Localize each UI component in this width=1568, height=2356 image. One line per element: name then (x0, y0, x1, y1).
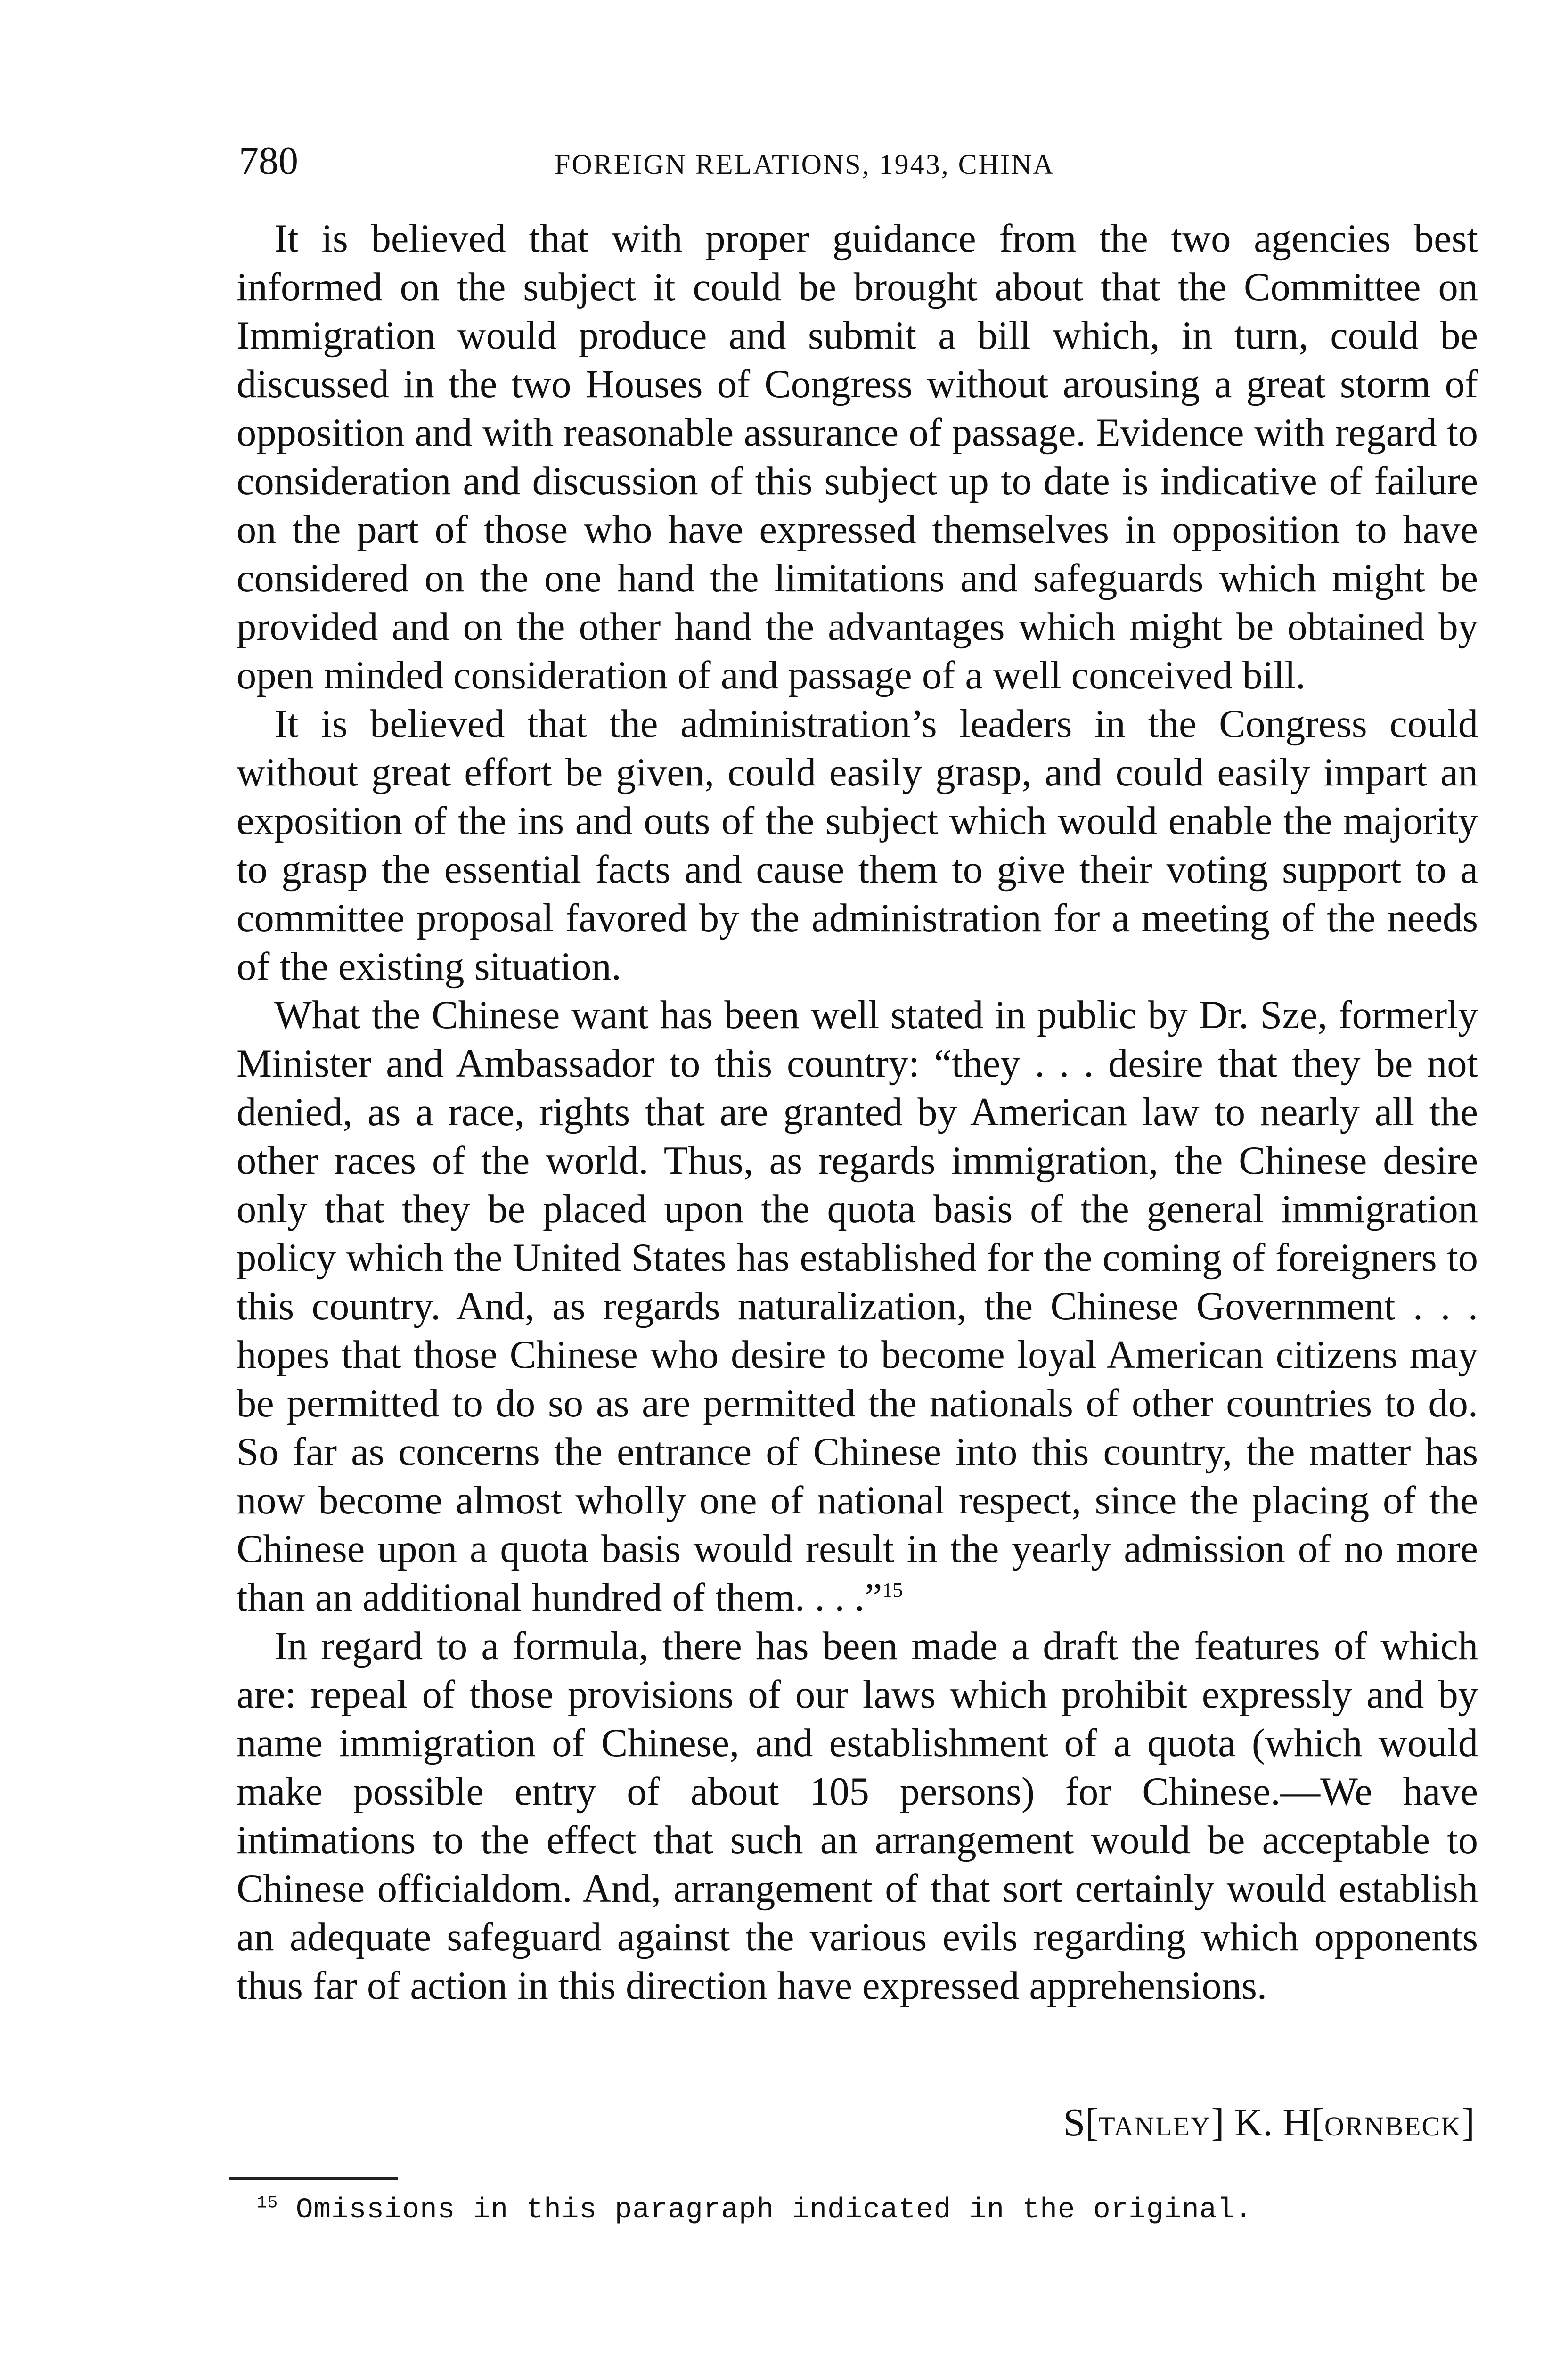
signature-close: ] (1462, 2101, 1475, 2144)
signature (237, 2099, 1475, 2150)
signature-first-name: TANLEY (1098, 2111, 1211, 2142)
footnote-number: 15 (257, 2193, 278, 2213)
footnote (257, 2192, 1444, 2228)
paragraph-formula: In regard to a formula, there has been made a draft the features of which are: repeal of those provisions of our laws which prohibit expressly and by name immigration of Chinese, and establishment of a quota (which would make possible entry of about 105 persons) for Chinese.—We have intimations to the effect that such an arrangement would be acceptable to Chinese officialdom. And, arrangement of that sort certainly would establish an adequate safeguard against the various evils regarding which opponents thus far of action in this direction have expressed apprehensions. (237, 1624, 1478, 2008)
signature-first-initial: S[ (1063, 2101, 1099, 2144)
footnote-rule (229, 2177, 398, 2180)
running-title: FOREIGN RELATIONS, 1943, CHINA (555, 149, 1055, 180)
running-head (239, 138, 1473, 189)
signature-last-name: ORNBECK (1324, 2111, 1462, 2142)
paragraph-guidance: It is believed that with proper guidance from the two agencies best informed on the subject it could be brought about that the Committee on Immigration would produce and submit a bill which, in turn, could be discussed in the two Houses of Congress without arousing a great storm of opposition and with reasonable assurance of passage. Evidence with regard to consideration and discussion of this subject up to date is indicative of failure on the part of those who have expressed themselves in opposition to have considered on the one hand the limitations and safeguards which might be provided and on the other hand the advantages which might be obtained by open minded consideration of and passage of a well conceived bill. (237, 217, 1478, 697)
body-text (237, 214, 1478, 2010)
footnote-text: Omissions in this paragraph indicated in the original. (295, 2194, 1253, 2226)
signature-middle: ] K. H[ (1211, 2101, 1324, 2144)
paragraph-chinese-wants (237, 991, 1478, 1622)
paragraph-administration-leaders: It is believed that the administration’s leaders in the Congress could without great effort be given, could easily grasp, and could easily impart an exposition of the ins and outs of the subject which would enable the majority to grasp the essential facts and cause them to give their voting support to a committee proposal favored by the administration for a meeting of the needs of the existing situation. (237, 702, 1478, 989)
page-number: 780 (239, 139, 298, 183)
footnote-reference: 15 (882, 1578, 903, 1602)
paragraph-chinese-wants-text: What the Chinese want has been well stated in public by Dr. Sze, formerly Minister and Ambassador to this country: “they . . . desire that they be not denied, as a race, rights that are granted by American law to nearly all the other races of the world. Thus, as regards immigration, the Chinese desire only that they be placed upon the quota basis of the general immigration policy which the United States has established for the coming of foreigners to this country. And, as regards naturalization, the Chinese Government . . . hopes that those Chinese who desire to become loyal American citizens may be permitted to do so as are permitted the nationals of other countries to do. So far as concerns the entrance of Chinese into this country, the matter has now become almost wholly one of national respect, since the placing of the Chinese upon a quota basis would result in the yearly admission of no more than an additional hundred of them. . . .” (237, 993, 1478, 1620)
